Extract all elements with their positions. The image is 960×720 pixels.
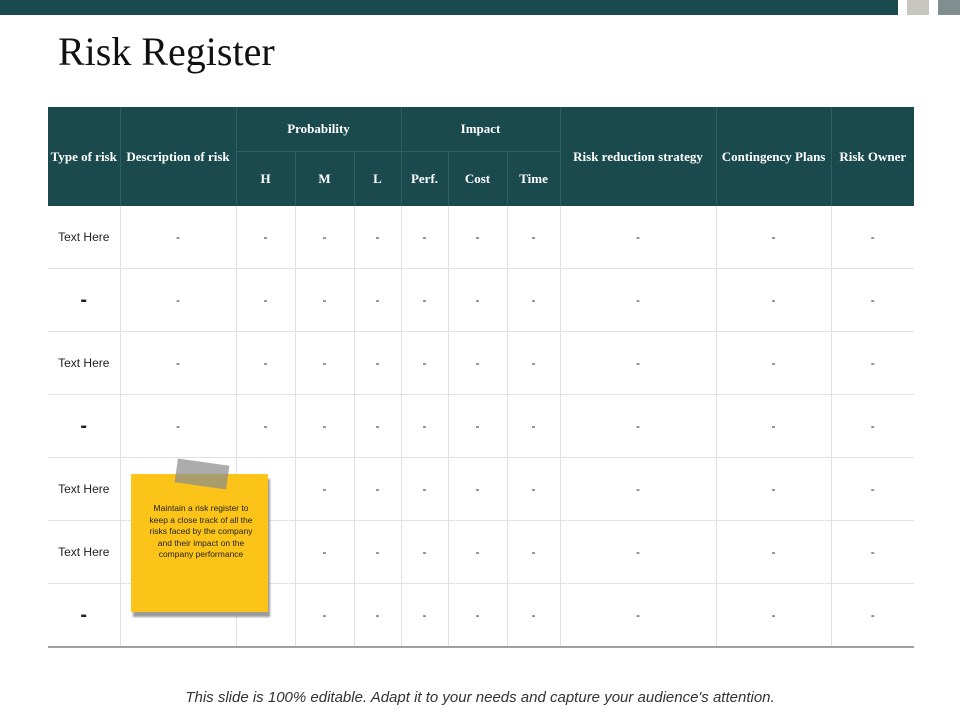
cell-contingency: - — [716, 458, 831, 521]
header-impact-perf: Perf. — [401, 152, 448, 207]
cell-impact-time: - — [507, 332, 560, 395]
cell-strategy: - — [560, 395, 716, 458]
cell-impact-cost: - — [448, 269, 507, 332]
cell-impact-perf: - — [401, 584, 448, 648]
cell-impact-cost: - — [448, 395, 507, 458]
cell-impact-cost: - — [448, 206, 507, 269]
cell-prob-l: - — [354, 395, 401, 458]
cell-prob-l: - — [354, 521, 401, 584]
table-row — [48, 332, 914, 395]
cell-impact-perf: - — [401, 269, 448, 332]
header-impact-time: Time — [507, 152, 560, 207]
header-type-of-risk: Type of risk — [48, 107, 120, 206]
cell-strategy: - — [560, 458, 716, 521]
cell-impact-time: - — [507, 395, 560, 458]
cell-type-of-risk: - — [48, 395, 120, 458]
cell-prob-m: - — [295, 521, 354, 584]
cell-strategy: - — [560, 206, 716, 269]
table-row — [48, 269, 914, 332]
cell-prob-m: - — [295, 584, 354, 648]
cell-impact-time: - — [507, 206, 560, 269]
top-accent-bar — [0, 0, 898, 15]
cell-type-of-risk: - — [48, 584, 120, 648]
cell-prob-m: - — [295, 206, 354, 269]
cell-strategy: - — [560, 521, 716, 584]
cell-prob-m: - — [295, 332, 354, 395]
table-row — [48, 395, 914, 458]
cell-prob-m: - — [295, 395, 354, 458]
footer-caption: This slide is 100% editable. Adapt it to your needs and capture your audience's attention. — [185, 689, 775, 706]
header-risk-owner: Risk Owner — [831, 107, 914, 206]
cell-impact-perf: - — [401, 332, 448, 395]
cell-impact-cost: - — [448, 458, 507, 521]
cell-impact-time: - — [507, 584, 560, 648]
cell-owner: - — [831, 584, 914, 648]
cell-impact-cost: - — [448, 521, 507, 584]
table-row — [48, 206, 914, 269]
header-probability-h: H — [236, 152, 295, 207]
header-contingency-plans: Contingency Plans — [716, 107, 831, 206]
cell-contingency: - — [716, 332, 831, 395]
cell-impact-cost: - — [448, 332, 507, 395]
cell-description: - — [120, 395, 236, 458]
cell-type-of-risk: Text Here — [48, 206, 120, 269]
cell-description: - — [120, 269, 236, 332]
cell-contingency: - — [716, 395, 831, 458]
cell-impact-perf: - — [401, 458, 448, 521]
cell-prob-h: - — [236, 332, 295, 395]
cell-type-of-risk: Text Here — [48, 458, 120, 521]
header-description: Description of risk — [120, 107, 236, 206]
cell-prob-l: - — [354, 584, 401, 648]
header-probability-l: L — [354, 152, 401, 207]
cell-impact-perf: - — [401, 521, 448, 584]
accent-square-dark — [938, 0, 960, 15]
cell-prob-l: - — [354, 269, 401, 332]
header-risk-reduction-strategy: Risk reduction strategy — [560, 107, 716, 206]
cell-prob-m: - — [295, 269, 354, 332]
cell-prob-h: - — [236, 206, 295, 269]
cell-prob-l: - — [354, 458, 401, 521]
cell-strategy: - — [560, 332, 716, 395]
header-impact: Impact — [401, 107, 560, 152]
header-probability-m: M — [295, 152, 354, 207]
cell-owner: - — [831, 458, 914, 521]
cell-owner: - — [831, 269, 914, 332]
cell-owner: - — [831, 206, 914, 269]
cell-type-of-risk: Text Here — [48, 521, 120, 584]
cell-prob-m: - — [295, 458, 354, 521]
cell-contingency: - — [716, 521, 831, 584]
cell-prob-h: - — [236, 395, 295, 458]
cell-contingency: - — [716, 584, 831, 648]
cell-type-of-risk: Text Here — [48, 332, 120, 395]
cell-contingency: - — [716, 269, 831, 332]
cell-impact-time: - — [507, 458, 560, 521]
cell-prob-h: - — [236, 269, 295, 332]
cell-prob-l: - — [354, 206, 401, 269]
cell-impact-time: - — [507, 269, 560, 332]
cell-type-of-risk: - — [48, 269, 120, 332]
page-title: Risk Register — [58, 29, 275, 74]
cell-description: - — [120, 206, 236, 269]
cell-impact-time: - — [507, 521, 560, 584]
cell-impact-perf: - — [401, 395, 448, 458]
header-impact-cost: Cost — [448, 152, 507, 207]
sticky-note-text: Maintain a risk register to keep a close track of all the risks faced by the company and their impact on the company performance — [149, 503, 253, 560]
cell-strategy: - — [560, 584, 716, 648]
cell-strategy: - — [560, 269, 716, 332]
header-probability: Probability — [236, 107, 401, 152]
accent-square-light — [907, 0, 929, 15]
cell-contingency: - — [716, 206, 831, 269]
cell-impact-cost: - — [448, 584, 507, 648]
cell-impact-perf: - — [401, 206, 448, 269]
cell-owner: - — [831, 521, 914, 584]
cell-owner: - — [831, 332, 914, 395]
cell-owner: - — [831, 395, 914, 458]
cell-prob-l: - — [354, 332, 401, 395]
cell-description: - — [120, 332, 236, 395]
